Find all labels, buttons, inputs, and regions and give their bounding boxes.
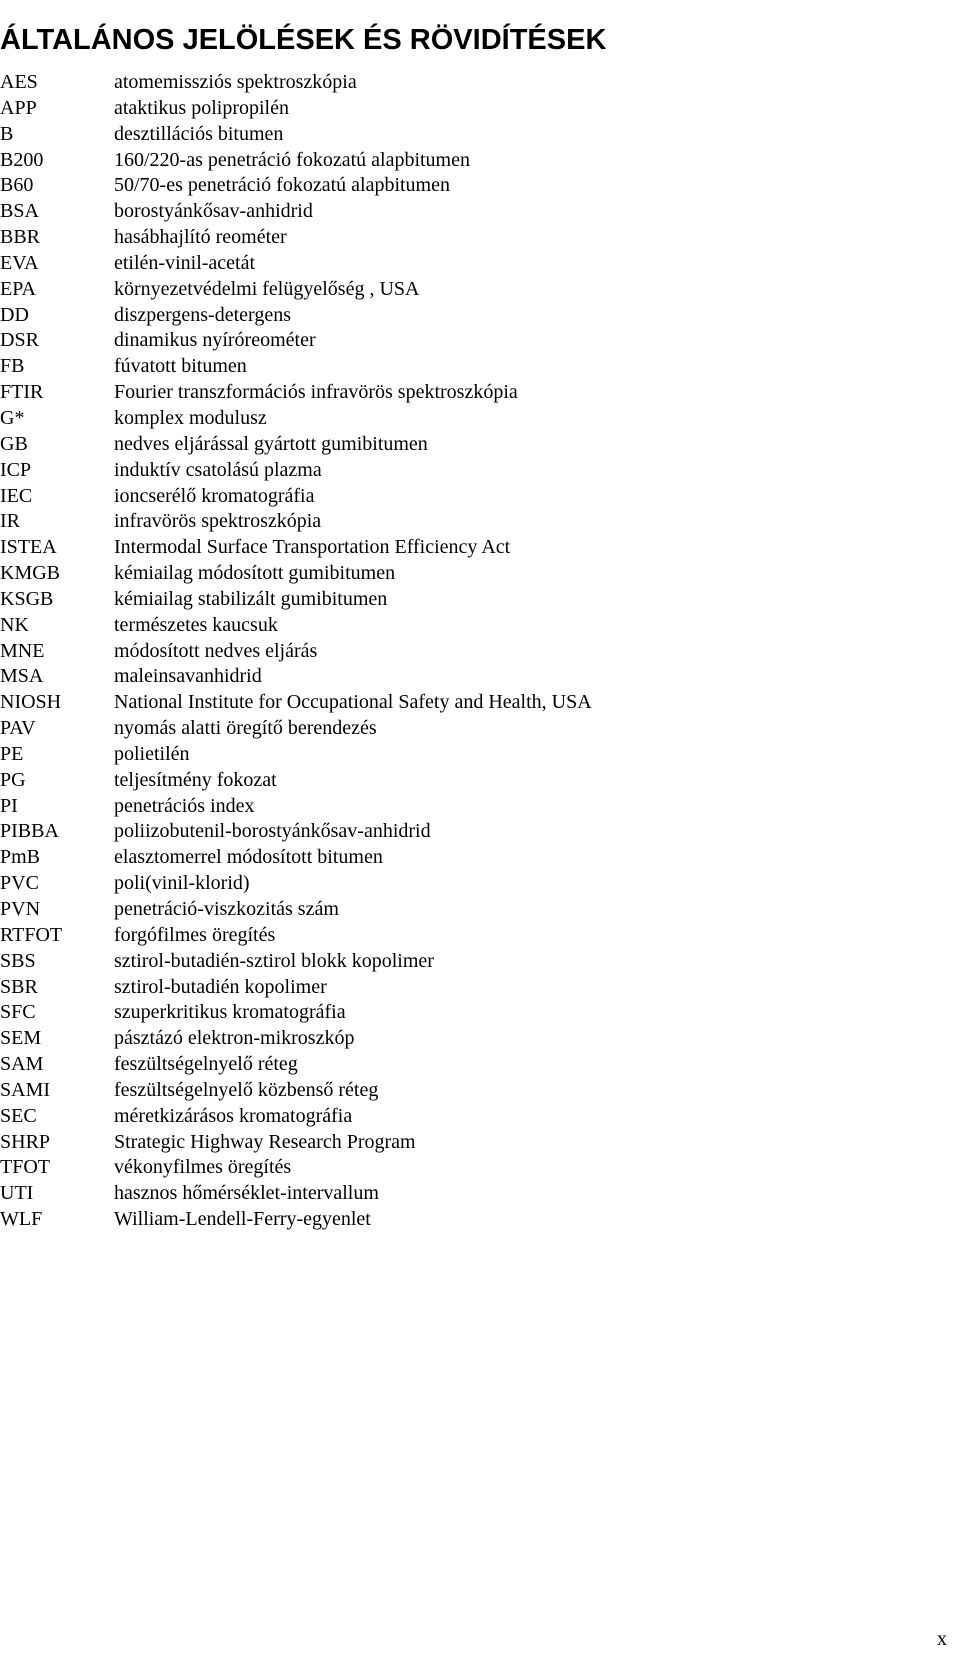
abbreviation-row: [0, 1026, 960, 1052]
abbreviation-row: [0, 277, 960, 303]
abbreviation-term: PIBBA: [0, 820, 59, 843]
abbreviation-term: PVC: [0, 872, 39, 895]
abbreviation-term: G*: [0, 406, 25, 429]
abbreviation-term: DSR: [0, 329, 39, 352]
abbreviation-row: [0, 199, 960, 225]
abbreviation-definition: induktív csatolású plazma: [114, 458, 322, 481]
abbreviation-term: SAMI: [0, 1078, 51, 1101]
abbreviation-term: FTIR: [0, 381, 44, 404]
abbreviation-row: [0, 148, 960, 174]
abbreviation-definition: polietilén: [114, 742, 190, 765]
abbreviation-term: SFC: [0, 1001, 36, 1024]
abbreviation-row: [0, 794, 960, 820]
abbreviation-row: [0, 819, 960, 845]
abbreviation-row: [0, 1155, 960, 1181]
abbreviation-row: [0, 561, 960, 587]
abbreviation-definition: William-Lendell-Ferry-egyenlet: [114, 1208, 371, 1231]
abbreviation-row: [0, 613, 960, 639]
abbreviation-row: [0, 639, 960, 665]
abbreviation-definition: természetes kaucsuk: [114, 613, 278, 636]
abbreviation-definition: penetráció-viszkozitás szám: [114, 898, 339, 920]
abbreviation-definition: etilén-vinil-acetát: [114, 251, 256, 274]
abbreviation-term: B: [0, 122, 14, 145]
abbreviation-row: [0, 871, 960, 897]
abbreviation-definition: elasztomerrel módosított bitumen: [114, 846, 383, 869]
abbreviation-term: SBR: [0, 975, 38, 998]
abbreviation-term: NIOSH: [0, 691, 62, 714]
abbreviation-row: [0, 406, 960, 432]
abbreviation-row: [0, 1207, 960, 1233]
abbreviation-term: FB: [0, 355, 25, 378]
abbreviation-definition: Fourier transzformációs infravörös spektroszkópia: [114, 381, 518, 404]
abbreviation-row: [0, 949, 960, 975]
abbreviation-term: TFOT: [0, 1156, 50, 1179]
abbreviation-term: SEC: [0, 1104, 37, 1127]
abbreviation-row: [0, 923, 960, 949]
abbreviation-definition: módosított nedves eljárás: [114, 639, 318, 662]
abbreviation-definition: poliizobutenil-borostyánkősav-anhidrid: [114, 820, 431, 843]
abbreviation-row: [0, 380, 960, 406]
abbreviation-definition: ioncserélő kromatográfia: [114, 484, 315, 507]
abbreviation-definition: sztirol-butadién kopolimer: [114, 975, 327, 998]
abbreviation-term: GB: [0, 432, 28, 455]
abbreviation-term: PVN: [0, 898, 41, 920]
abbreviation-row: [0, 484, 960, 510]
abbreviation-row: [0, 845, 960, 871]
abbreviation-term: AES: [0, 71, 38, 93]
abbreviation-term: WLF: [0, 1208, 43, 1231]
abbreviation-definition: fúvatott bitumen: [114, 355, 247, 378]
abbreviation-term: KMGB: [0, 562, 61, 585]
abbreviation-row: [0, 173, 960, 199]
abbreviation-definition: kémiailag módosított gumibitumen: [114, 562, 396, 585]
abbreviation-definition: dinamikus nyíróreométer: [114, 329, 316, 352]
abbreviation-row: [0, 975, 960, 1001]
abbreviation-row: [0, 664, 960, 690]
abbreviation-row: [0, 690, 960, 716]
abbreviation-definition: sztirol-butadién-sztirol blokk kopolimer: [114, 949, 434, 972]
abbreviation-term: KSGB: [0, 587, 54, 610]
page-number: x: [937, 1628, 947, 1650]
abbreviation-definition: National Institute for Occupational Safety and Health, USA: [114, 691, 592, 714]
abbreviation-term: PAV: [0, 717, 36, 740]
abbreviation-term: B60: [0, 174, 34, 197]
abbreviation-definition: atomemissziós spektroszkópia: [114, 71, 357, 93]
abbreviation-definition: borostyánkősav-anhidrid: [114, 200, 313, 223]
abbreviation-row: [0, 225, 960, 251]
abbreviation-row: [0, 303, 960, 329]
abbreviation-definition: 160/220-as penetráció fokozatú alapbitumen: [114, 148, 470, 171]
abbreviation-row: [0, 1181, 960, 1207]
abbreviation-definition: pásztázó elektron-mikroszkóp: [114, 1027, 355, 1050]
abbreviation-term: SAM: [0, 1053, 44, 1076]
abbreviation-definition: infravörös spektroszkópia: [114, 510, 322, 533]
abbreviation-row: [0, 1052, 960, 1078]
abbreviation-definition: kémiailag stabilizált gumibitumen: [114, 587, 388, 610]
abbreviation-row: [0, 328, 960, 354]
abbreviation-definition: nedves eljárással gyártott gumibitumen: [114, 432, 428, 455]
page-title: ÁLTALÁNOS JELÖLÉSEK ÉS RÖVIDÍTÉSEK: [0, 24, 607, 57]
abbreviation-row: [0, 1130, 960, 1156]
abbreviation-row: [0, 587, 960, 613]
abbreviation-row: [0, 1078, 960, 1104]
abbreviation-row: [0, 535, 960, 561]
abbreviation-definition: feszültségelnyelő réteg: [114, 1053, 298, 1076]
abbreviation-row: [0, 768, 960, 794]
abbreviation-term: PG: [0, 768, 26, 791]
abbreviation-row: [0, 122, 960, 148]
abbreviation-definition: 50/70-es penetráció fokozatú alapbitumen: [114, 174, 450, 197]
abbreviation-row: [0, 742, 960, 768]
abbreviation-row: [0, 1104, 960, 1130]
abbreviation-definition: maleinsavanhidrid: [114, 665, 262, 688]
abbreviation-term: RTFOT: [0, 923, 63, 946]
abbreviation-term: BSA: [0, 200, 39, 223]
abbreviation-row: [0, 716, 960, 742]
abbreviation-row: [0, 70, 960, 96]
abbreviation-term: SEM: [0, 1027, 42, 1050]
abbreviation-definition: vékonyfilmes öregítés: [114, 1156, 292, 1179]
abbreviation-term: DD: [0, 303, 29, 326]
abbreviation-term: UTI: [0, 1182, 34, 1205]
abbreviation-definition: környezetvédelmi felügyelőség , USA: [114, 277, 420, 300]
abbreviation-term: EPA: [0, 277, 36, 300]
abbreviation-term: IEC: [0, 484, 33, 507]
abbreviation-definition: feszültségelnyelő közbenső réteg: [114, 1078, 379, 1101]
abbreviation-definition: ataktikus polipropilén: [114, 96, 289, 119]
abbreviation-term: EVA: [0, 251, 39, 274]
abbreviation-term: PE: [0, 742, 24, 765]
abbreviation-definition: méretkizárásos kromatográfia: [114, 1104, 353, 1127]
abbreviation-term: PI: [0, 794, 18, 817]
abbreviation-term: B200: [0, 148, 44, 171]
abbreviation-definition: hasábhajlító reométer: [114, 226, 287, 249]
abbreviation-term: NK: [0, 613, 29, 636]
abbreviation-definition: szuperkritikus kromatográfia: [114, 1001, 346, 1024]
abbreviation-row: [0, 897, 960, 923]
abbreviation-term: APP: [0, 96, 37, 119]
abbreviation-definition: Strategic Highway Research Program: [114, 1130, 416, 1153]
abbreviation-definition: desztillációs bitumen: [114, 122, 284, 145]
abbreviation-term: SBS: [0, 949, 36, 972]
abbreviation-definition: Intermodal Surface Transportation Efficiency Act: [114, 536, 511, 559]
abbreviation-list: [0, 70, 960, 1233]
abbreviation-term: MNE: [0, 639, 45, 662]
abbreviation-row: [0, 354, 960, 380]
abbreviation-term: ICP: [0, 458, 32, 481]
abbreviation-definition: forgófilmes öregítés: [114, 923, 276, 946]
abbreviation-definition: teljesítmény fokozat: [114, 768, 277, 791]
abbreviation-term: IR: [0, 510, 20, 533]
abbreviation-definition: komplex modulusz: [114, 406, 267, 429]
abbreviation-row: [0, 458, 960, 484]
abbreviation-term: SHRP: [0, 1130, 51, 1153]
abbreviation-definition: nyomás alatti öregítő berendezés: [114, 717, 377, 740]
abbreviation-term: PmB: [0, 846, 41, 869]
abbreviation-row: [0, 509, 960, 535]
abbreviation-term: BBR: [0, 226, 41, 249]
abbreviation-definition: hasznos hőmérséklet-intervallum: [114, 1182, 379, 1205]
abbreviation-definition: diszpergens-detergens: [114, 303, 291, 326]
abbreviation-row: [0, 1000, 960, 1026]
abbreviation-row: [0, 96, 960, 122]
abbreviation-definition: poli(vinil-klorid): [114, 872, 250, 895]
abbreviation-definition: penetrációs index: [114, 794, 255, 817]
abbreviation-term: MSA: [0, 665, 44, 688]
abbreviation-term: ISTEA: [0, 536, 57, 559]
abbreviation-row: [0, 251, 960, 277]
abbreviation-row: [0, 432, 960, 458]
